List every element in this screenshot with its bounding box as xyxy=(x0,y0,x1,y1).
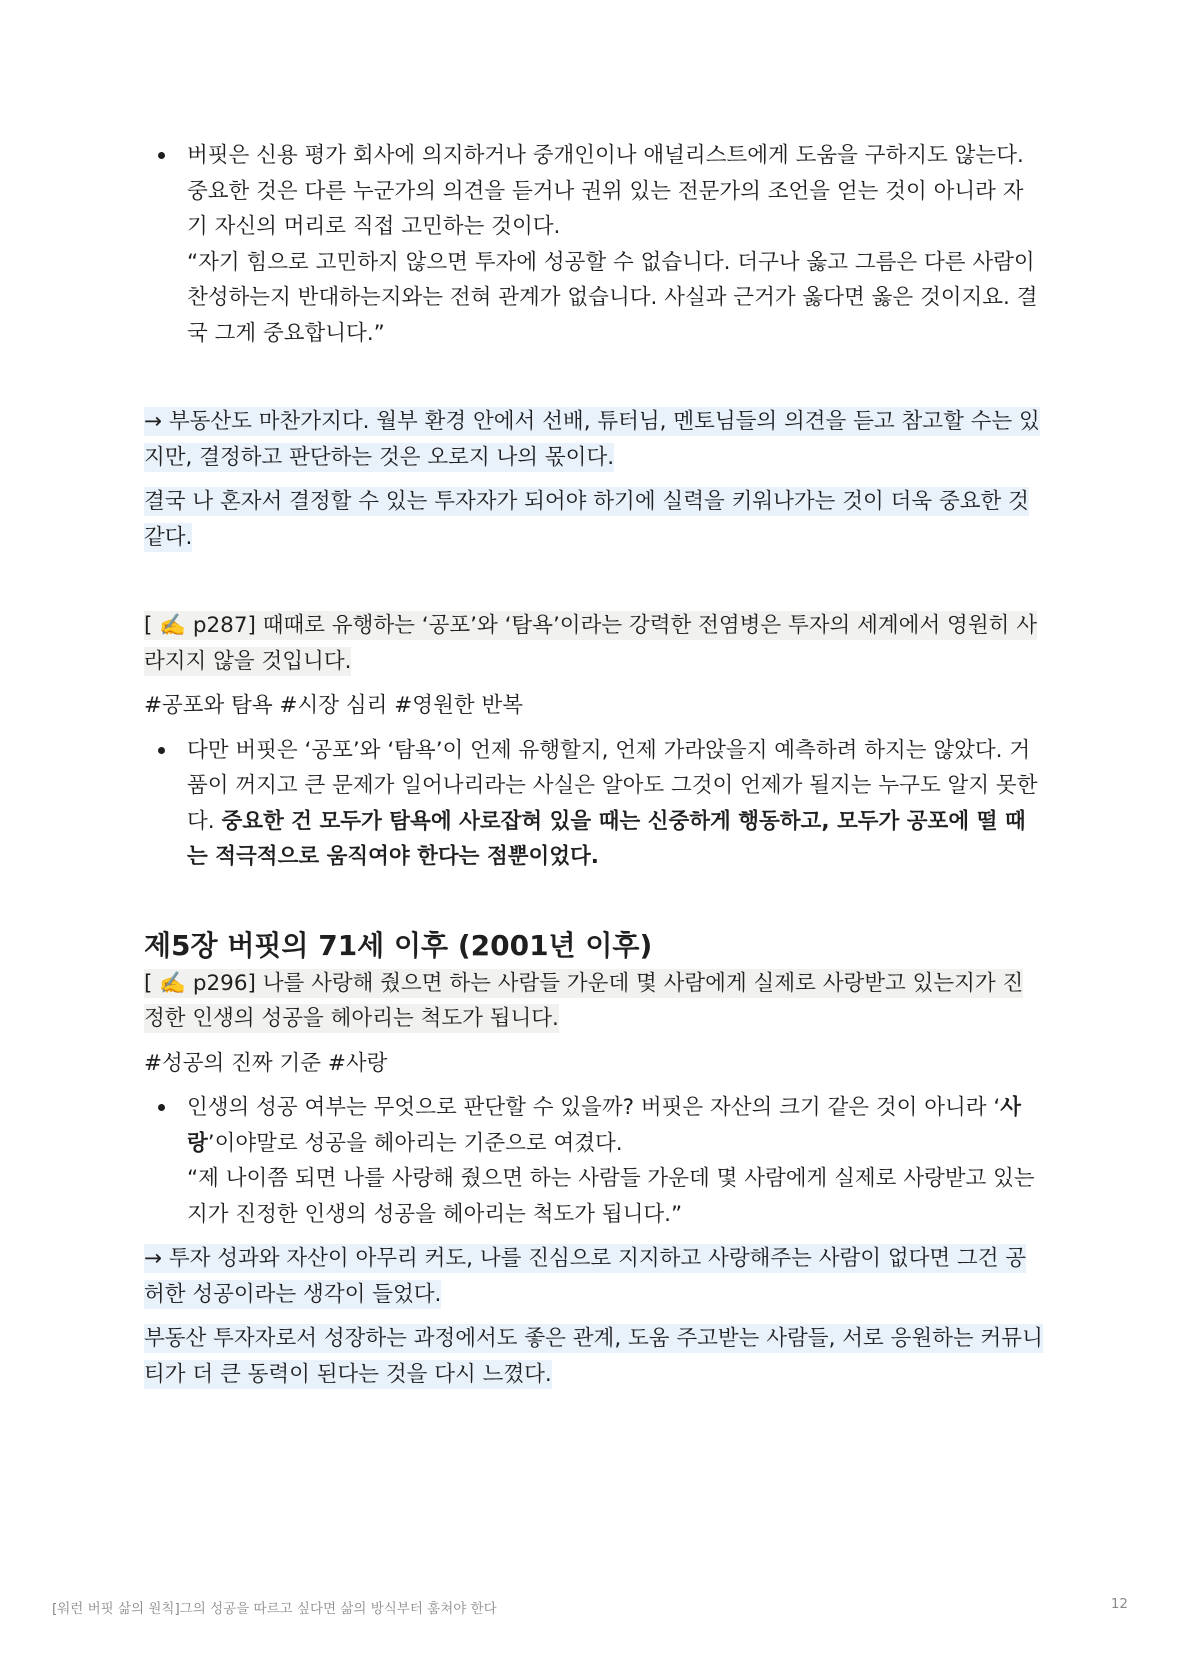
highlight-note: → 부동산도 마찬가지다. 월부 환경 안에서 선배, 튜터님, 멘토님들의 의견을 듣고 참고할 수는 있지만, 결정하고 판단하는 것은 오로지 나의 몫이다. xyxy=(144,409,1040,470)
document-body xyxy=(144,138,1044,1392)
bullet-icon xyxy=(158,747,165,754)
list-item xyxy=(144,138,1044,351)
highlight-note: 부동산 투자자로서 성장하는 과정에서도 좋은 관계, 도움 주고받는 사람들, 서로 응원하는 커뮤니티가 더 큰 동력이 된다는 것을 다시 느꼈다. xyxy=(144,1326,1043,1387)
hashtags: #공포와 탐욕 #시장 심리 #영원한 반복 xyxy=(144,693,523,718)
bold-emphasis: 중요한 건 모두가 탐욕에 사로잡혀 있을 때는 신중하게 행동하고, 모두가 공포에 떨 때는 적극적으로 움직여야 한다는 점뿐이었다. xyxy=(187,808,1026,869)
highlight-note: 결국 나 혼자서 결정할 수 있는 투자자가 되어야 하기에 실력을 키워나가는 것이 더욱 중요한 것 같다. xyxy=(144,489,1029,550)
list-item xyxy=(144,1090,1044,1232)
footer-title: [워런 버핏 삶의 원칙]그의 성공을 따르고 싶다면 삶의 방식부터 훔쳐야 한다 xyxy=(52,1601,497,1617)
bullet-text: 버핏은 신용 평가 회사에 의지하거나 중개인이나 애널리스트에게 도움을 구하지도 않는다. 중요한 것은 다른 누군가의 의견을 듣거나 권위 있는 전문가의 조언을 얻는 것이 아니라 자기 자신의 머리로 직접 고민하는 것이다. xyxy=(187,143,1024,239)
bullet-text: 다만 버핏은 ‘공포’와 ‘탐욕’이 언제 유행할지, 언제 가라앉을지 예측하려 하지는 않았다. 거품이 꺼지고 큰 문제가 일어나리라는 사실은 알아도 그것이 언제가 될지는 누구도 알지 못한다. 중요한 건 모두가 탐욕에 사로잡혀 있을 때는 신중하게 행동하고, 모두가 공포에 떨 때는 적극적으로 움직여야 한다는 점뿐이었다. xyxy=(187,737,1038,869)
list-item xyxy=(144,733,1044,875)
hashtags: #성공의 진짜 기준 #사랑 xyxy=(144,1050,388,1076)
bold-emphasis: 사랑 xyxy=(187,1095,1022,1156)
bullet-icon xyxy=(158,1104,165,1111)
highlight-note: → 투자 성과와 자산이 아무리 커도, 나를 진심으로 지지하고 사랑해주는 사람이 없다면 그건 공허한 성공이라는 생각이 들었다. xyxy=(144,1246,1027,1307)
bullet-quote: “제 나이쯤 되면 나를 사랑해 줬으면 하는 사람들 가운데 몇 사람에게 실제로 사랑받고 있는지가 진정한 인생의 성공을 헤아리는 척도가 됩니다.” xyxy=(187,1166,1035,1227)
bullet-quote: “자기 힘으로 고민하지 않으면 투자에 성공할 수 없습니다. 더구나 옳고 그름은 다른 사람이 찬성하는지 반대하는지와는 전혀 관계가 없습니다. 사실과 근거가 옳다면 옳은 것이지요. 결국 그게 중요합니다.” xyxy=(187,249,1038,346)
bullet-text: 인생의 성공 여부는 무엇으로 판단할 수 있을까? 버핏은 자산의 크기 같은 것이 아니라 ‘사랑’이야말로 성공을 헤아리는 기준으로 여겼다. xyxy=(187,1095,1022,1156)
book-quote: [ ✍️ p287] 때때로 유행하는 ‘공포’와 ‘탐욕’이라는 강력한 전염병은 투자의 세계에서 영원히 사라지지 않을 것입니다. xyxy=(144,613,1037,674)
section-heading: 제5장 버핏의 71세 이후 (2001년 이후) xyxy=(144,928,653,962)
bullet-icon xyxy=(158,152,165,159)
book-quote: [ ✍️ p296] 나를 사랑해 줬으면 하는 사람들 가운데 몇 사람에게 실제로 사랑받고 있는지가 진정한 인생의 성공을 헤아리는 척도가 됩니다. xyxy=(144,970,1024,1031)
page-number: 12 xyxy=(1110,1596,1128,1612)
